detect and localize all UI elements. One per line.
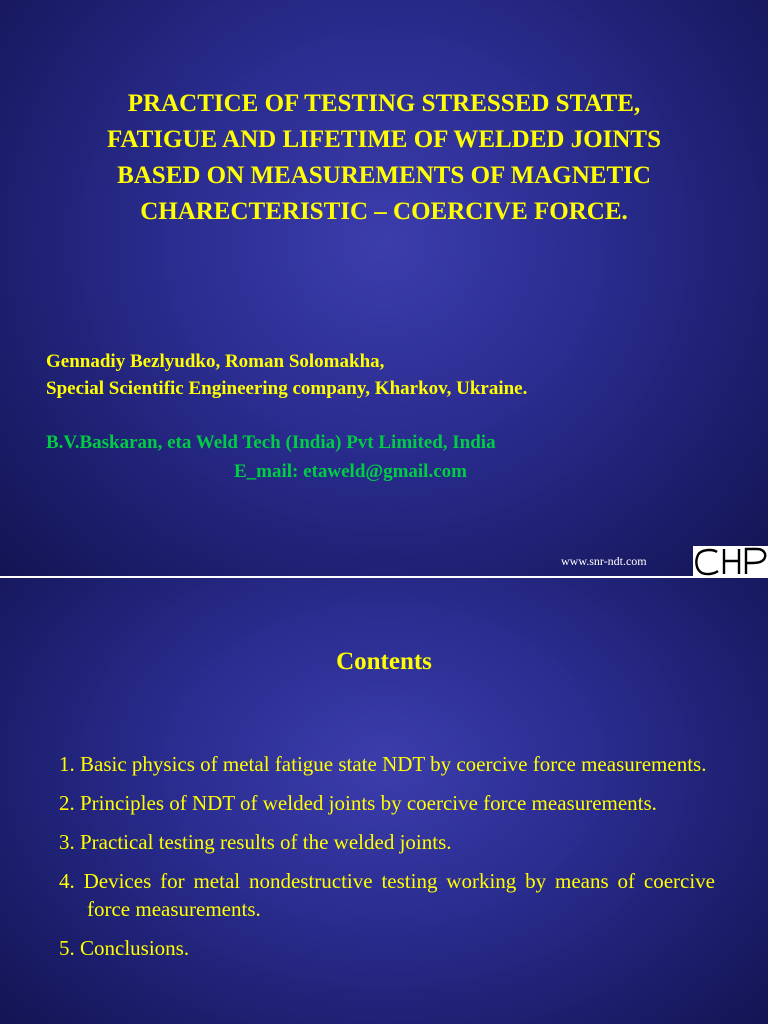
contents-slide: [0, 578, 768, 1024]
list-item: 4. Devices for metal nondestructive testing working by means of coercive force measurements.: [59, 869, 715, 921]
list-item: 1. Basic physics of metal fatigue state NDT by coercive force measurements.: [59, 752, 707, 776]
list-item: 5. Conclusions.: [59, 936, 190, 960]
title-line: PRACTICE OF TESTING STRESSED STATE,: [127, 90, 641, 117]
author-names: Gennadiy Bezlyudko, Roman Solomakha,: [46, 351, 385, 372]
authors-block: [46, 348, 527, 402]
footer-url: www.snr-ndt.com: [561, 554, 647, 568]
title-line: FATIGUE AND LIFETIME OF WELDED JOINTS: [106, 126, 662, 153]
partner-affiliation: B.V.Baskaran, eta Weld Tech (India) Pvt Limited, India: [46, 432, 496, 453]
chp-logo-graphic: [693, 546, 768, 576]
list-item: 3. Practical testing results of the welded joints.: [59, 830, 452, 854]
title-line: BASED ON MEASUREMENTS OF MAGNETIC: [117, 162, 651, 189]
title-line: CHARECTERISTIC – COERCIVE FORCE.: [140, 198, 628, 225]
author-affiliation: Special Scientific Engineering company, Kharkov, Ukraine.: [46, 378, 528, 399]
list-item: 2. Principles of NDT of welded joints by coercive force measurements.: [59, 791, 657, 815]
presentation-title: [20, 86, 748, 230]
contents-list: [59, 750, 715, 973]
company-logo: [693, 546, 768, 576]
contact-email: E_mail: etaweld@gmail.com: [234, 461, 467, 482]
contents-heading: Contents: [336, 648, 432, 675]
